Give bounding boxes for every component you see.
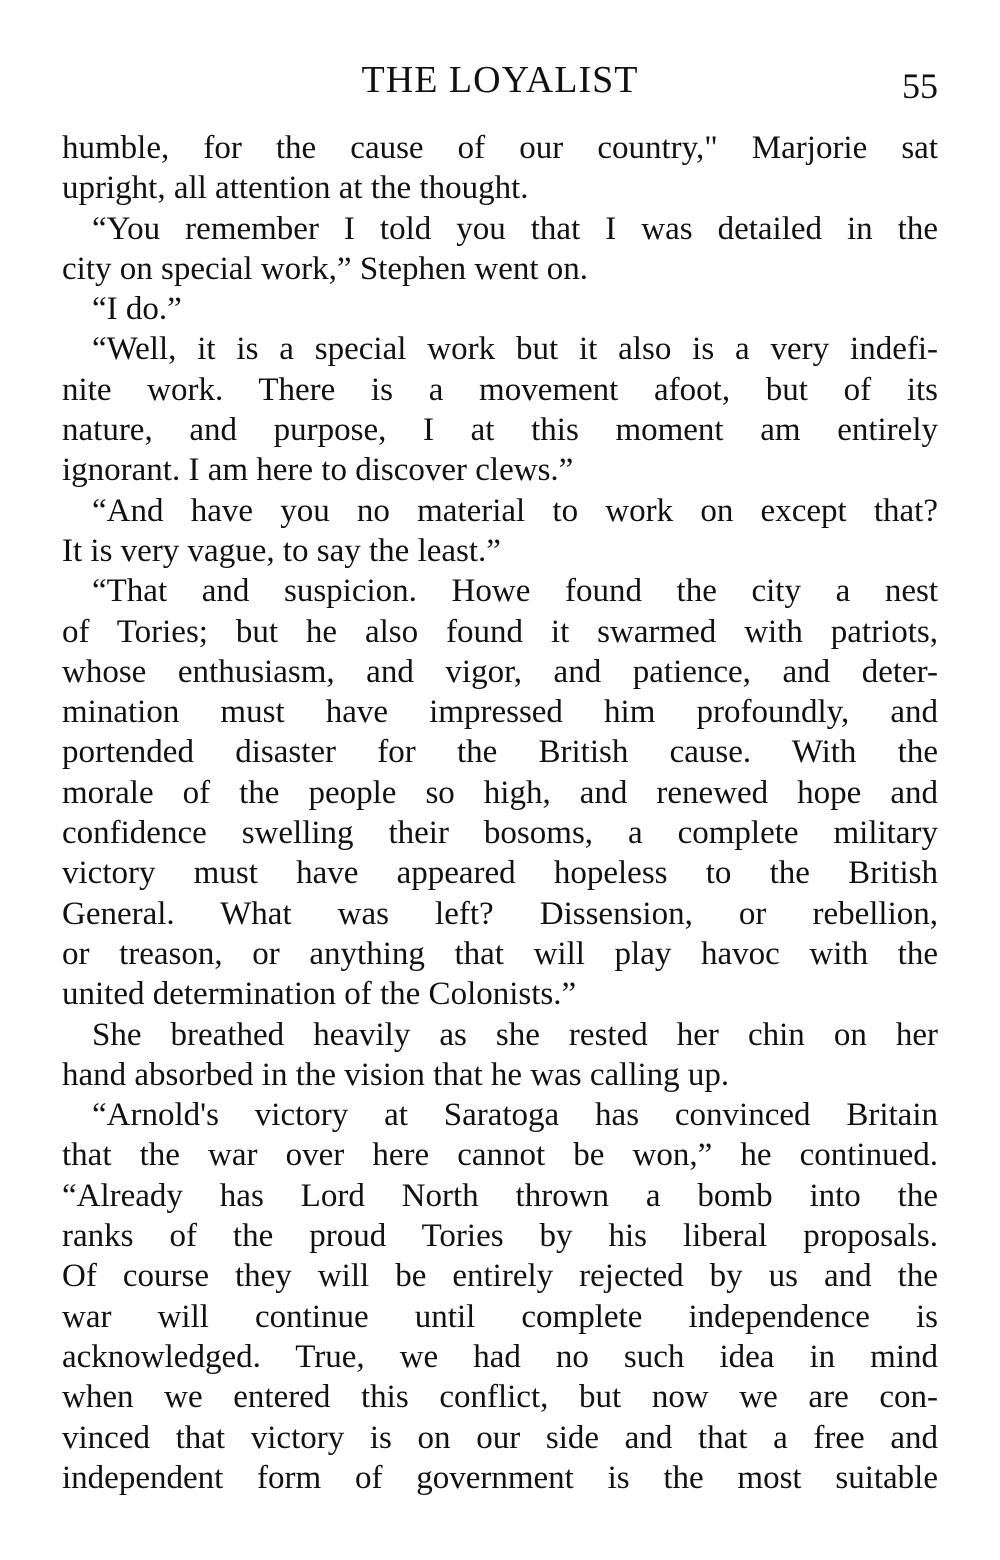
text-line: humble, for the cause of our country," Marjorie sat <box>62 130 938 166</box>
text-line: or treason, or anything that will play havoc with the <box>62 935 938 972</box>
text-line: independent form of government is the most suitable <box>62 1459 938 1496</box>
page-number: 55 <box>902 66 938 106</box>
text-line: “You remember I told you that I was detailed in the <box>92 210 938 247</box>
text-line: General. What was left? Dissension, or rebellion, <box>62 895 938 932</box>
text-line: ignorant. I am here to discover clews.” <box>62 452 574 489</box>
text-line: hand absorbed in the vision that he was calling up. <box>62 1056 730 1093</box>
text-line: “I do.” <box>92 291 182 328</box>
text-line: morale of the people so high, and renewed hope and <box>62 774 938 811</box>
body-text <box>62 128 938 1498</box>
text-line: “Arnold's victory at Saratoga has convinced Britain <box>92 1097 938 1134</box>
running-title: THE LOYALIST <box>361 59 639 101</box>
text-line: It is very vague, to say the least.” <box>62 532 501 569</box>
running-head <box>62 58 938 106</box>
text-line: nite work. There is a movement afoot, but of its <box>62 371 938 408</box>
text-line: mination must have impressed him profoundly, and <box>62 694 938 731</box>
text-line: She breathed heavily as she rested her chin on her <box>92 1016 938 1053</box>
text-line: victory must have appeared hopeless to the British <box>62 855 938 892</box>
text-line: “Well, it is a special work but it also is a very indefi- <box>92 331 938 368</box>
text-line: “Already has Lord North thrown a bomb into the <box>62 1177 938 1214</box>
text-line: nature, and purpose, I at this moment am entirely <box>62 412 938 449</box>
text-line: of Tories; but he also found it swarmed with patriots, <box>62 613 938 650</box>
text-line: that the war over here cannot be won,” he continued. <box>62 1137 938 1174</box>
text-line: confidence swelling their bosoms, a complete military <box>62 815 938 852</box>
text-line: “That and suspicion. Howe found the city a nest <box>92 573 938 610</box>
text-line: acknowledged. True, we had no such idea in mind <box>62 1338 938 1375</box>
text-line: city on special work,” Stephen went on. <box>62 250 589 287</box>
text-line: war will continue until complete independence is <box>62 1298 938 1335</box>
text-line: whose enthusiasm, and vigor, and patience, and deter- <box>62 653 938 690</box>
text-line: upright, all attention at the thought. <box>62 170 529 207</box>
text-line: united determination of the Colonists.” <box>62 976 577 1013</box>
text-line: when we entered this conflict, but now we are con- <box>62 1379 938 1416</box>
text-line: vinced that victory is on our side and that a free and <box>62 1419 938 1456</box>
text-line: “And have you no material to work on except that? <box>92 492 938 529</box>
text-line: Of course they will be entirely rejected by us and the <box>62 1258 938 1295</box>
text-line: portended disaster for the British cause. With the <box>62 734 938 771</box>
text-line: ranks of the proud Tories by his liberal proposals. <box>62 1218 938 1255</box>
